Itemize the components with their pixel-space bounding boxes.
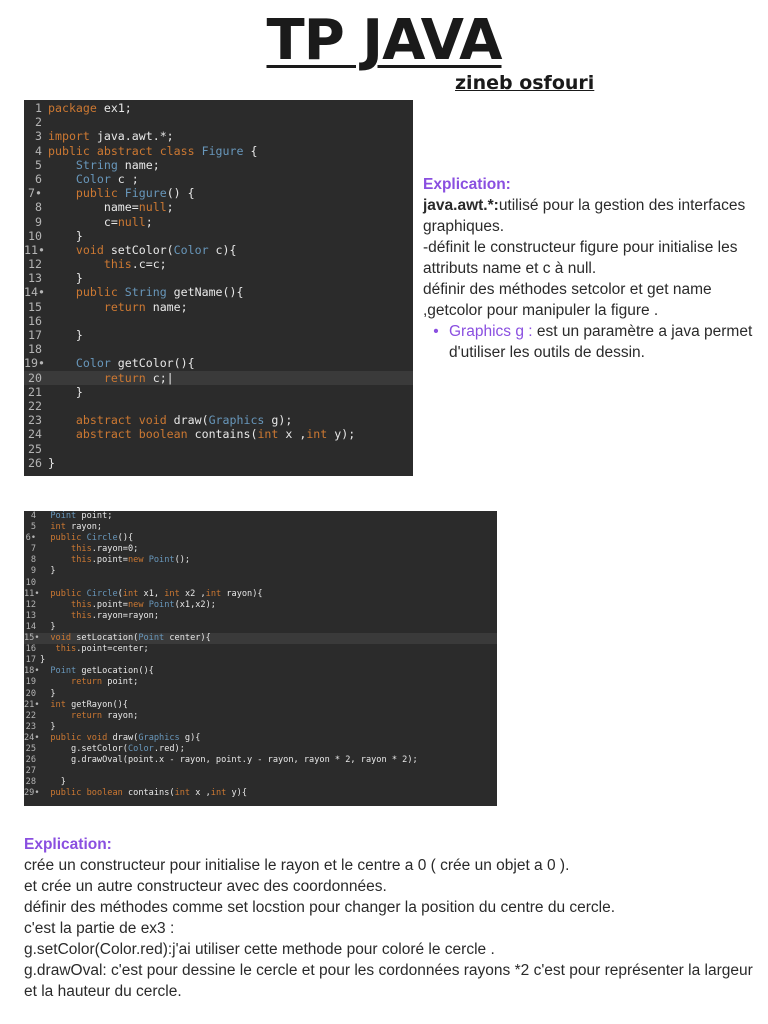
code-line	[24, 129, 413, 143]
line-number: 1	[35, 101, 42, 115]
line-number: 6	[35, 171, 42, 186]
line-number: 25	[25, 743, 36, 754]
code-text: void setLocation(Point center){	[50, 633, 211, 644]
code-line	[24, 300, 413, 314]
code-text: name=null;	[48, 200, 174, 215]
code-text: String name;	[75, 157, 160, 172]
code-line	[24, 342, 413, 356]
code-text: public Circle(int x1, int x2 ,int rayon){	[50, 588, 263, 599]
code-line	[24, 186, 413, 200]
line-number: 4	[35, 143, 42, 158]
bullet-term: Graphics g :	[449, 323, 533, 340]
code-text: this.rayon=rayon;	[71, 610, 160, 621]
code-text: package ex1;	[48, 101, 132, 115]
explanation-line: définir des méthodes comme set locstion pour changer la position du centre du cercle.	[24, 899, 616, 916]
line-number: 12	[28, 257, 42, 272]
explanation-bullet	[423, 321, 758, 363]
line-number: 20	[25, 688, 36, 699]
code-line	[24, 666, 497, 677]
explanation-text: utilisé pour la gestion des interfaces graphiques.	[423, 197, 746, 235]
code-text: }	[48, 455, 55, 470]
code-text: return rayon;	[71, 710, 139, 721]
line-number: 26	[25, 755, 36, 766]
code-line	[24, 677, 497, 688]
line-number: 17	[25, 655, 36, 666]
code-line	[24, 600, 497, 611]
explanation-line: g.drawOval: c'est pour dessine le cercle et pour les cordonnées rayons *2 c'est pour représenter la largeur et la hauteur du cercle.	[24, 962, 753, 1000]
bullet-rest: est un paramètre a java permet d'utiliser les outils de dessin.	[449, 323, 753, 361]
code-line	[24, 611, 497, 622]
author-name: zineb osfouri	[455, 72, 595, 94]
line-number: 16	[28, 313, 42, 328]
code-text: public boolean contains(int x ,int y){	[50, 788, 248, 799]
code-line	[24, 172, 413, 186]
line-number: 9	[35, 214, 42, 229]
line-number: 4	[30, 511, 36, 521]
line-number: 21	[28, 384, 42, 399]
code-line	[24, 633, 497, 644]
code-line	[24, 755, 497, 766]
explanation-heading: Explication:	[24, 836, 112, 853]
explanation-line: g.setColor(Color.red):j'ai utiliser cette methode pour coloré le cercle .	[24, 941, 495, 958]
line-number: 23	[28, 413, 42, 428]
code-line	[24, 655, 497, 666]
code-screenshot-circle	[24, 511, 497, 806]
line-number: 2	[35, 115, 42, 130]
line-number: 25	[28, 441, 42, 456]
code-line	[24, 158, 413, 172]
line-number: 22	[25, 710, 36, 721]
line-number: 7	[30, 544, 36, 555]
line-number: 5	[35, 157, 42, 172]
explanation-block-2	[24, 834, 754, 1002]
code-line	[24, 285, 413, 299]
code-line	[24, 766, 497, 777]
line-number: 24•	[24, 732, 40, 743]
code-text: public Circle(){	[50, 533, 134, 544]
explanation-line: -définit le constructeur figure pour initialise les attributs name et c à null.	[423, 239, 738, 277]
code-line	[24, 456, 413, 470]
line-number: 29•	[24, 788, 40, 799]
explanation-line: crée un constructeur pour initialise le rayon et le centre a 0 ( crée un objet a 0 ).	[24, 857, 570, 874]
code-line	[24, 427, 413, 441]
code-text: public void draw(Graphics g){	[50, 732, 201, 743]
code-text: g.setColor(Color.red);	[40, 743, 185, 754]
code-text: this.point=center;	[55, 644, 149, 655]
line-number: 5	[30, 522, 36, 533]
line-number: 11•	[24, 242, 45, 257]
code-line	[24, 733, 497, 744]
line-number: 15•	[24, 633, 40, 644]
code-line	[24, 578, 497, 589]
code-line	[24, 622, 497, 633]
code-line	[24, 314, 413, 328]
line-number: 10	[25, 577, 36, 588]
code-line	[24, 385, 413, 399]
code-line	[24, 101, 413, 115]
code-text: this.point=new Point(x1,x2);	[71, 599, 216, 610]
explanation-line: et crée un autre constructeur avec des coordonnées.	[24, 878, 387, 895]
line-number: 13	[28, 271, 42, 286]
line-number: 28	[25, 777, 36, 788]
code-text: Point getLocation(){	[50, 666, 154, 677]
code-text: }	[48, 384, 83, 399]
code-line	[24, 229, 413, 243]
code-line	[24, 115, 413, 129]
line-number: 12	[25, 599, 36, 610]
code-text: Color getColor(){	[75, 356, 195, 371]
code-text: }	[48, 228, 83, 243]
line-number: 14	[25, 621, 36, 632]
code-text: }	[40, 655, 46, 666]
line-number: 20	[28, 370, 42, 385]
code-text: }	[48, 271, 83, 286]
code-line	[24, 144, 413, 158]
line-number: 10	[28, 228, 42, 243]
explanation-heading: Explication:	[423, 176, 511, 193]
code-text: }	[40, 566, 56, 577]
line-number: 3	[35, 129, 42, 144]
code-line	[24, 413, 413, 427]
line-number: 17	[28, 328, 42, 342]
explanation-block-1	[423, 174, 758, 363]
code-text: int getRayon(){	[50, 699, 128, 710]
line-number: 26	[28, 455, 42, 470]
explanation-line: c'est la partie de ex3 :	[24, 920, 175, 937]
code-text: int rayon;	[50, 522, 103, 533]
code-line	[24, 511, 497, 522]
code-line	[24, 356, 413, 370]
code-text: abstract void draw(Graphics g);	[75, 413, 293, 428]
code-line	[24, 328, 413, 342]
code-line	[24, 744, 497, 755]
code-line	[24, 711, 497, 722]
code-text: public String getName(){	[75, 285, 244, 300]
code-text: }	[48, 328, 83, 342]
page-title: TP JAVA	[266, 8, 502, 73]
line-number: 9	[30, 566, 36, 577]
code-line	[24, 200, 413, 214]
line-number: 24	[28, 427, 42, 442]
code-line	[24, 399, 413, 413]
code-text: this.point=new Point();	[71, 555, 191, 566]
code-line	[24, 215, 413, 229]
code-text: }	[40, 621, 56, 632]
code-line	[24, 257, 413, 271]
line-number: 18	[28, 342, 42, 357]
code-text: return name;	[103, 299, 188, 314]
line-number: 27	[25, 766, 36, 777]
line-number: 8	[30, 555, 36, 566]
bullet-dot-icon: •	[433, 323, 439, 340]
explanation-term: java.awt.*:	[423, 197, 499, 214]
code-line	[24, 533, 497, 544]
code-line	[24, 271, 413, 285]
line-number: 19	[25, 677, 36, 688]
code-text: }	[40, 777, 66, 788]
code-text: this.c=c;	[103, 257, 167, 272]
line-number: 8	[35, 200, 42, 215]
code-line	[24, 522, 497, 533]
code-text: c=null;	[48, 214, 153, 229]
line-number: 19•	[24, 356, 45, 371]
line-number: 21•	[24, 699, 40, 710]
explanation-line	[423, 195, 758, 237]
line-number: 22	[28, 398, 42, 413]
code-text: public abstract class Figure {	[48, 143, 258, 158]
code-line	[24, 243, 413, 257]
code-text: import java.awt.*;	[48, 129, 174, 144]
code-line	[24, 700, 497, 711]
line-number: 6•	[25, 533, 36, 544]
line-number: 7•	[28, 186, 42, 201]
code-line	[24, 544, 497, 555]
explanation-line: définir des méthodes setcolor et get name ,getcolor pour manipuler la figure .	[423, 281, 712, 319]
line-number: 16	[25, 644, 36, 655]
code-line	[24, 788, 497, 799]
code-text: this.rayon=0;	[71, 544, 139, 555]
code-text: public Figure() {	[75, 186, 195, 201]
line-number: 14•	[24, 285, 45, 300]
code-text: g.drawOval(point.x - rayon, point.y - rayon, rayon * 2, rayon * 2);	[40, 755, 418, 766]
code-line	[24, 722, 497, 733]
code-text: return point;	[71, 677, 139, 688]
code-line	[24, 566, 497, 577]
code-text: void setColor(Color c){	[75, 242, 237, 257]
code-text: abstract boolean contains(int x ,int y);	[75, 427, 356, 442]
code-line	[24, 371, 413, 385]
bullet-text	[449, 321, 758, 363]
code-line	[24, 589, 497, 600]
line-number: 18•	[24, 666, 40, 677]
code-screenshot-figure	[24, 100, 413, 476]
line-number: 11•	[24, 588, 40, 599]
code-text: }	[40, 688, 56, 699]
line-number: 13	[25, 610, 36, 621]
code-text: }	[40, 721, 56, 732]
line-number: 15	[28, 299, 42, 314]
line-number: 23	[25, 721, 36, 732]
code-line	[24, 777, 497, 788]
code-line	[24, 555, 497, 566]
code-line	[24, 442, 413, 456]
code-text: return c;|	[103, 370, 174, 385]
code-text: Color c ;	[75, 171, 139, 186]
code-text: Point point;	[50, 511, 113, 521]
code-line	[24, 689, 497, 700]
code-line	[24, 644, 497, 655]
